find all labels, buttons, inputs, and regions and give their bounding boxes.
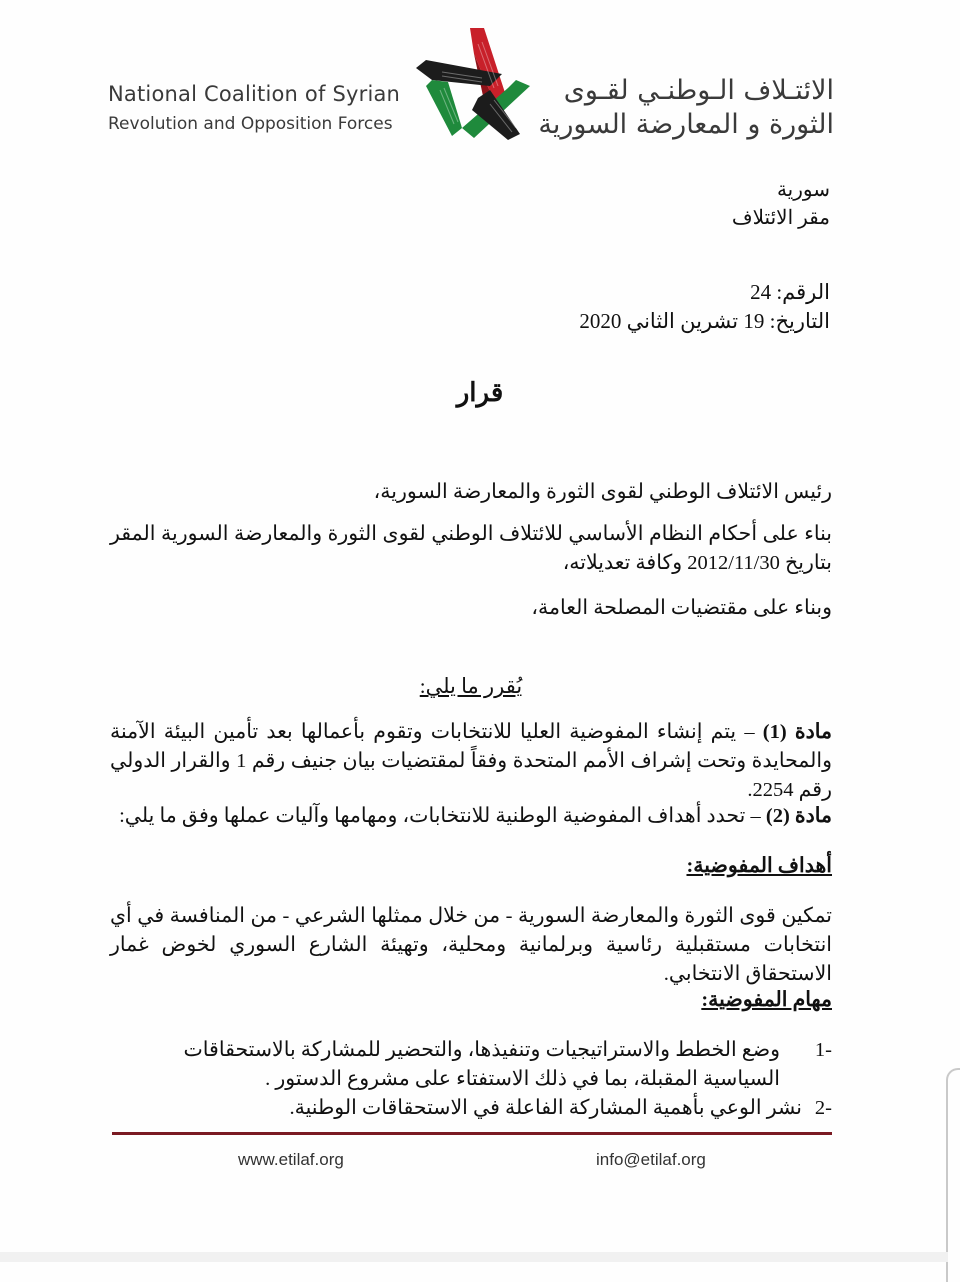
- task-text: نشر الوعي بأهمية المشاركة الفاعلة في الاستحقاقات الوطنية.: [289, 1097, 802, 1119]
- article-2-text: – تحدد أهداف المفوضية الوطنية للانتخابات، ومهامها وآليات عملها وفق ما يلي:: [119, 805, 766, 827]
- goals-text: تمكين قوى الثورة والمعارضة السورية - من خلال ممثلها الشرعي - من المنافسة في أي انتخابات مستقبلية رئاسية وبرلمانية ومحلية، وتهيئة الشارع السوري لخوض غمار الاستحقاق الانتخابي.: [110, 905, 832, 985]
- goals-heading: [110, 852, 832, 881]
- english-name-line2: Revolution and Opposition Forces: [108, 114, 393, 134]
- english-name-line1: National Coalition of Syrian: [108, 82, 401, 106]
- article-1-text: – يتم إنشاء المفوضية العليا للانتخابات وتقوم بأعمالها بعد تأمين البيئة الآمنة والمحايدة وتحت إشراف الأمم المتحدة وفقاً لمقتضيات بيان جنيف رقم 1 والقرار الدولي رقم 2254.: [110, 721, 832, 801]
- footer-website-link[interactable]: www.etilaf.org: [238, 1150, 344, 1169]
- preamble-line-1: رئيس الائتلاف الوطني لقوى الثورة والمعارضة السورية،: [373, 481, 832, 503]
- footer-divider: [112, 1132, 832, 1135]
- tasks-heading-text: مهام المفوضية:: [701, 989, 832, 1011]
- task-number: -1: [814, 1039, 832, 1061]
- task-item: [110, 1094, 832, 1123]
- tasks-list: [110, 1036, 832, 1123]
- arabic-organization-name: [538, 74, 834, 142]
- article-1: [110, 718, 832, 805]
- decides-heading: يُقرر ما يلي:: [419, 674, 523, 698]
- coalition-star-logo-icon: [412, 24, 536, 148]
- address-location: مقر الائتلاف: [731, 207, 830, 229]
- goals-heading-text: أهداف المفوضية:: [686, 855, 832, 877]
- scrollbar-edge[interactable]: [946, 1068, 960, 1282]
- arabic-name-line2: الثورة و المعارضة السورية: [538, 109, 834, 140]
- task-text: وضع الخطط والاستراتيجيات وتنفيذها، والتحضير للمشاركة بالاستحقاقات السياسية المقبلة، بما في ذلك الاستفتاء على مشروع الدستور .: [183, 1039, 780, 1090]
- article-2: [110, 802, 832, 831]
- arabic-name-line1: الائتـلاف الـوطنـي لقـوى: [563, 75, 834, 106]
- footer-email-link[interactable]: info@etilaf.org: [596, 1150, 706, 1169]
- preamble-line-3: وبناء على مقتضيات المصلحة العامة،: [531, 597, 832, 619]
- page-bottom-shadow: [0, 1252, 948, 1262]
- document-reference: [579, 278, 830, 336]
- task-item: [110, 1036, 832, 1094]
- reference-number: الرقم: 24: [750, 280, 830, 304]
- decides-heading-wrap: [110, 674, 832, 699]
- task-number: -2: [814, 1097, 832, 1119]
- sender-address: [732, 176, 830, 232]
- reference-date: التاريخ: 19 تشرين الثاني 2020: [579, 309, 830, 333]
- preamble-line-2: بناء على أحكام النظام الأساسي للائتلاف الوطني لقوى الثورة والمعارضة السورية المقر بتاريخ 2012/11/30 وكافة تعديلاته،: [110, 523, 832, 574]
- address-country: سورية: [776, 179, 830, 201]
- article-1-label: مادة (1): [762, 721, 832, 743]
- document-title: قرار: [456, 378, 504, 407]
- tasks-heading: [110, 986, 832, 1015]
- english-organization-name: [108, 80, 400, 138]
- article-2-label: مادة (2): [765, 805, 832, 827]
